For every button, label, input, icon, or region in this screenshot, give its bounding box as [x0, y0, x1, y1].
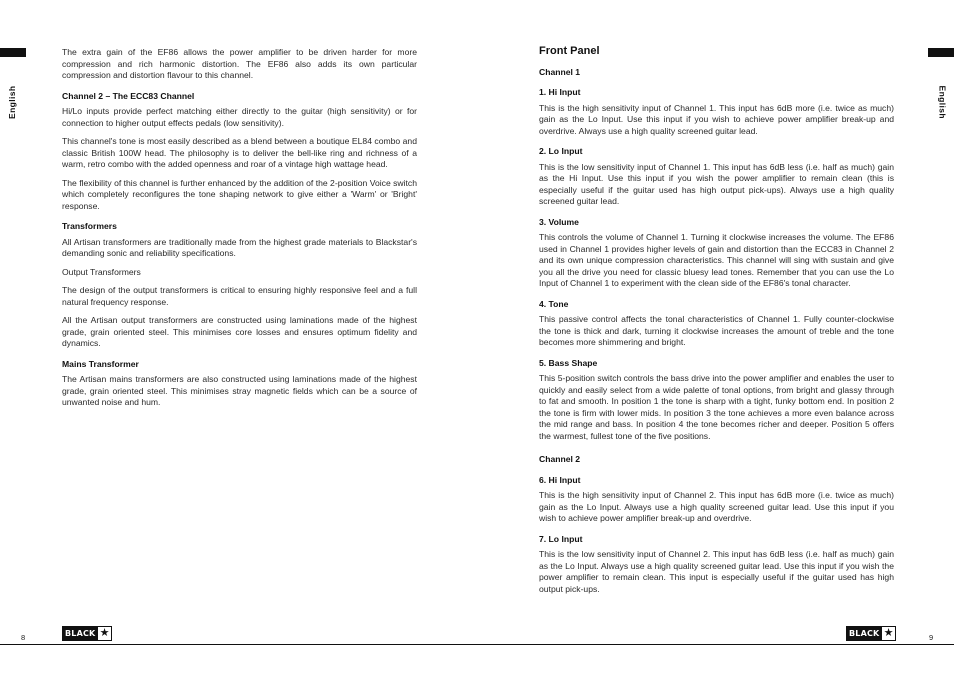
- channel2-paragraph-2: This channel's tone is most easily described as a blend between a boutique EL84 combo and classic British 100W head. The philosophy is to deliver the bell-like ring and richness of a warm, retro combo with the added openness and roar of a vintage high wattage head.: [62, 136, 417, 169]
- transformers-heading: Transformers: [62, 221, 117, 231]
- footer-rule-left: [0, 644, 477, 645]
- output-transformers-subheading: Output Transformers: [62, 266, 141, 277]
- star-icon: ★: [883, 627, 894, 639]
- intro-paragraph: The extra gain of the EF86 allows the power amplifier to be driven harder for more compression and rich harmonic distortion. The EF86 also adds its own particular compression and distortion flavour to this channel.: [62, 47, 417, 80]
- channel2-paragraph-3: The flexibility of this channel is further enhanced by the addition of the 2-position Voice switch which completely reconfigures the tone shaping network to give either a 'Warm' or 'Bright' response.: [62, 177, 417, 211]
- channel2-section-heading: Channel 2: [539, 454, 581, 464]
- lo-input2-heading: 7. Lo Input: [539, 533, 583, 544]
- hi-input-text: This is the high sensitivity input of Channel 1. This input has 6dB more (i.e. twice as much) gain as the Lo Input. Use this input if you wish to achieve power amplifier break-up and overdrive. Always use a high quality screened guitar lead.: [539, 102, 894, 136]
- logo-wordmark: BLACK: [65, 629, 96, 638]
- bass-shape-heading: 5. Bass Shape: [539, 357, 598, 368]
- lo-input-text: This is the low sensitivity input of Channel 1. This input has 6dB less (i.e. half as much) gain as the Hi Input. Use this input if you wish the power amplifier to remain clean (this is especially useful if the guitar used has high output pick-ups). Always use a high quality screened guitar lead.: [539, 161, 894, 206]
- hi-input2-text: This is the high sensitivity input of Channel 2. This input has 6dB more (i.e. twice as much) gain as the Lo Input. Always use a high quality screened guitar lead. Use this input if you wish to achieve power amplifier break-up and overdrive.: [539, 490, 894, 523]
- bass-shape-text: This 5-position switch controls the bass drive into the power amplifier and enables the user to quickly and easily select from a wide palette of tonal options, from bright and glassy through to fat and smooth. In position 1 the tone is sharp with a tight, funky bottom end. In position 2 the tone is firm with lower mids. In position 3 the tone achieves a more even balance across the mid range and bass. In position 4 the tone becomes richer and deeper. Position 5 offers the warmest, fullest tone of the five positions.: [539, 373, 894, 441]
- channel2-heading: Channel 2 – The ECC83 Channel: [62, 90, 195, 101]
- channel1-heading: Channel 1: [539, 66, 581, 77]
- output-paragraph-2: All the Artisan output transformers are constructed using laminations made of the highest grade, grain oriented steel. This minimises core losses and ensures optimum fidelity and dynamics.: [62, 315, 417, 348]
- volume-text: This controls the volume of Channel 1. Turning it clockwise increases the volume. The EF86 used in Channel 1 provides higher levels of gain and distortion than the ECC83 in Channel 2 and its own unique compression characteristics. This channel will sing with sustain and give you all the drive you need for classic bluesy lead tones. Remember that you can use the Lo Input of Channel 1 to experiment with the clean side of the EF86's tonal character.: [539, 232, 894, 288]
- lo-input-heading: 2. Lo Input: [539, 146, 583, 156]
- hi-input-heading: 1. Hi Input: [539, 87, 581, 97]
- front-panel-title: Front Panel: [539, 45, 600, 57]
- logo-wordmark: BLACK: [849, 629, 880, 638]
- hi-input2-heading: 6. Hi Input: [539, 474, 581, 485]
- lo-input2-text: This is the low sensitivity input of Channel 2. This input has 6dB less (i.e. half as much) gain as the Lo Input. Always use a high quality screened guitar lead. Use this input if you wish the power amplifier to remain clean. This input is especially useful if the guitar used has high output pick-ups.: [539, 549, 894, 594]
- mains-heading: Mains Transformer: [62, 358, 139, 369]
- right-page-column: [539, 46, 894, 602]
- language-tab-left: [0, 48, 26, 139]
- channel2-paragraph-1: Hi/Lo inputs provide perfect matching either directly to the guitar (high sensitivity) or for connection to higher output effects pedals (low sensitivity).: [62, 106, 417, 128]
- blackstar-logo-right: [846, 626, 896, 641]
- transformers-paragraph: All Artisan transformers are traditionally made from the highest grade materials to Blackstar's demanding sonic and reliability specifications.: [62, 236, 417, 258]
- language-tab-label: English: [937, 85, 947, 119]
- page-number-left: 8: [21, 633, 26, 642]
- star-icon: ★: [99, 627, 110, 639]
- mains-paragraph: The Artisan mains transformers are also constructed using laminations made of the highest grade, grain oriented steel. This minimises stray magnetic fields which can be a source of unwanted noise and hum.: [62, 374, 417, 407]
- language-tab-label: English: [7, 85, 17, 119]
- page-number-right: 9: [929, 633, 934, 642]
- tone-text: This passive control affects the tonal characteristics of Channel 1. Fully counter-clockwise the tone is thick and dark, turning it clockwise increases the amount of treble and the tone becomes more shimmering and bright.: [539, 314, 894, 347]
- volume-heading: 3. Volume: [539, 216, 579, 227]
- language-tab-right: [928, 48, 954, 139]
- left-page-column: [62, 47, 417, 416]
- tone-heading: 4. Tone: [539, 298, 569, 309]
- output-paragraph-1: The design of the output transformers is critical to ensuring highly responsive feel and a full natural frequency response.: [62, 285, 417, 307]
- blackstar-logo-left: [62, 626, 112, 641]
- footer-rule-right: [477, 644, 954, 645]
